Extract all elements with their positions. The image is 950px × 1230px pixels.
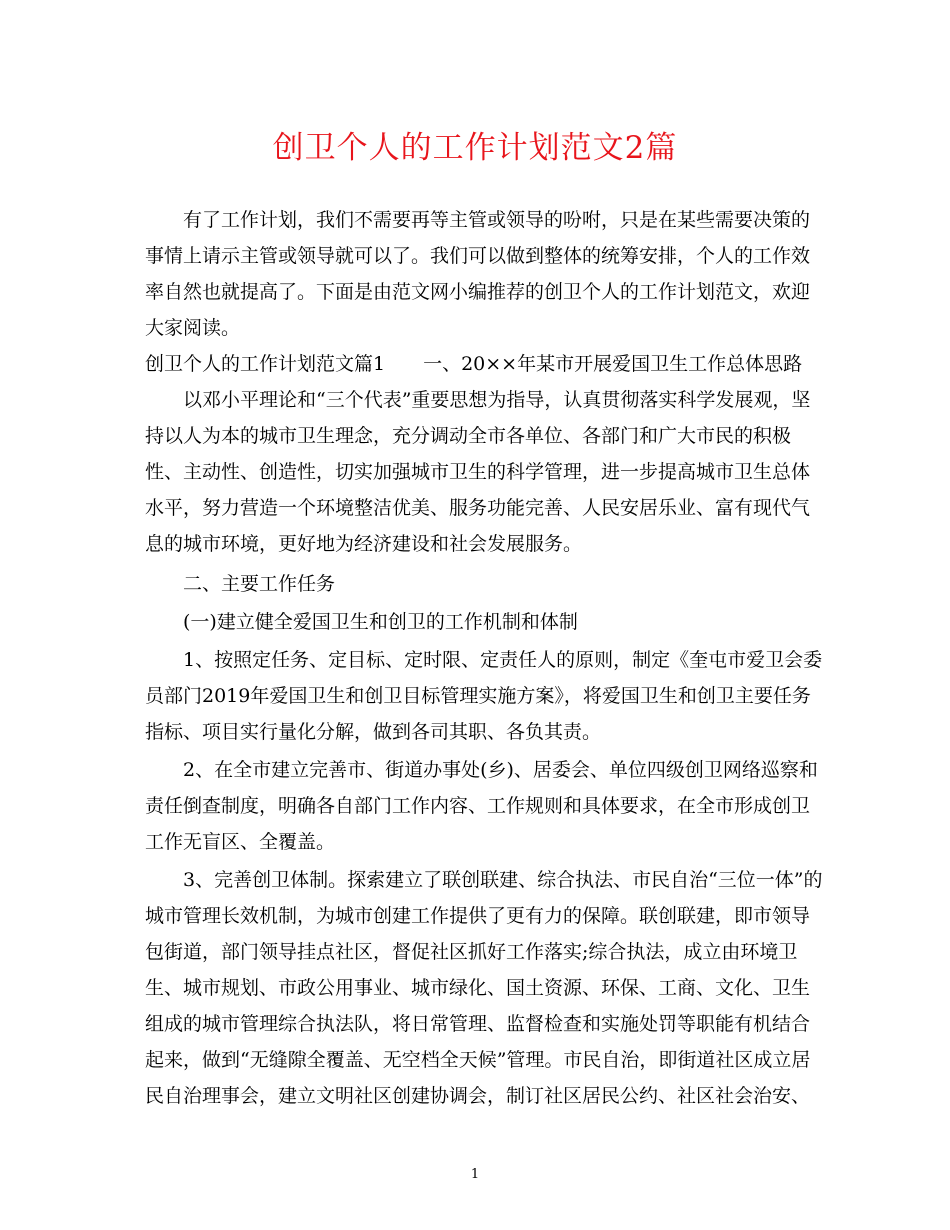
body-line: 生、城市规划、市政公用事业、城市绿化、国土资源、环保、工商、文化、卫生: [145, 977, 811, 999]
document-title: 创卫个人的工作计划范文2篇: [272, 130, 678, 166]
body-line: 息的城市环境，更好地为经济建设和社会发展服务。: [145, 533, 583, 555]
body-line: 2、在全市建立完善市、街道办事处(乡)、居委会、单位四级创卫网络巡察和: [183, 759, 818, 781]
body-line: 有了工作计划，我们不需要再等主管或领导的吩咐，只是在某些需要决策的: [183, 209, 811, 231]
body-line: 性、主动性、创造性，切实加强城市卫生的科学管理，进一步提高城市卫生总体: [145, 461, 811, 483]
body-line: 创卫个人的工作计划范文篇1 一、20××年某市开展爱国卫生工作总体思路: [145, 353, 803, 375]
body-line: 以邓小平理论和“三个代表”重要思想为指导，认真贯彻落实科学发展观，坚: [183, 389, 811, 411]
body-line: 民自治理事会，建立文明社区创建协调会，制订社区居民公约、社区社会治安、: [145, 1085, 811, 1107]
body-line: 包街道，部门领导挂点社区，督促社区抓好工作落实;综合执法，成立由环境卫: [145, 941, 798, 963]
body-line: 1、按照定任务、定目标、定时限、定责任人的原则，制定《奎屯市爱卫会委: [183, 649, 823, 671]
body-line: 起来，做到“无缝隙全覆盖、无空档全天候”管理。市民自治，即街道社区成立居: [145, 1049, 811, 1071]
subsection-heading: (一)建立健全爱国卫生和创卫的工作机制和体制: [183, 611, 578, 633]
body-line: 责任倒查制度，明确各自部门工作内容、工作规则和具体要求，在全市形成创卫: [145, 795, 811, 817]
body-line: 3、完善创卫体制。探索建立了联创联建、综合执法、市民自治“三位一体”的: [183, 869, 823, 891]
body-line: 率自然也就提高了。下面是由范文网小编推荐的创卫个人的工作计划范文，欢迎: [145, 281, 811, 303]
body-line: 大家阅读。: [145, 317, 241, 339]
body-line: 持以人为本的城市卫生理念，充分调动全市各单位、各部门和广大市民的积极: [145, 425, 792, 447]
body-line: 指标、项目实行量化分解，做到各司其职、各负其责。: [145, 721, 602, 743]
body-line: 城市管理长效机制，为城市创建工作提供了更有力的保障。联创联建，即市领导: [145, 905, 811, 927]
section-heading: 二、主要工作任务: [183, 573, 336, 595]
body-line: 事情上请示主管或领导就可以了。我们可以做到整体的统筹安排，个人的工作效: [145, 245, 811, 267]
body-line: 水平，努力营造一个环境整洁优美、服务功能完善、人民安居乐业、富有现代气: [145, 497, 811, 519]
page-number: 1: [470, 1167, 480, 1182]
body-line: 工作无盲区、全覆盖。: [145, 831, 336, 853]
body-line: 员部门2019年爱国卫生和创卫目标管理实施方案》，将爱国卫生和创卫主要任务: [145, 685, 811, 707]
body-line: 组成的城市管理综合执法队，将日常管理、监督检查和实施处罚等职能有机结合: [145, 1013, 811, 1035]
